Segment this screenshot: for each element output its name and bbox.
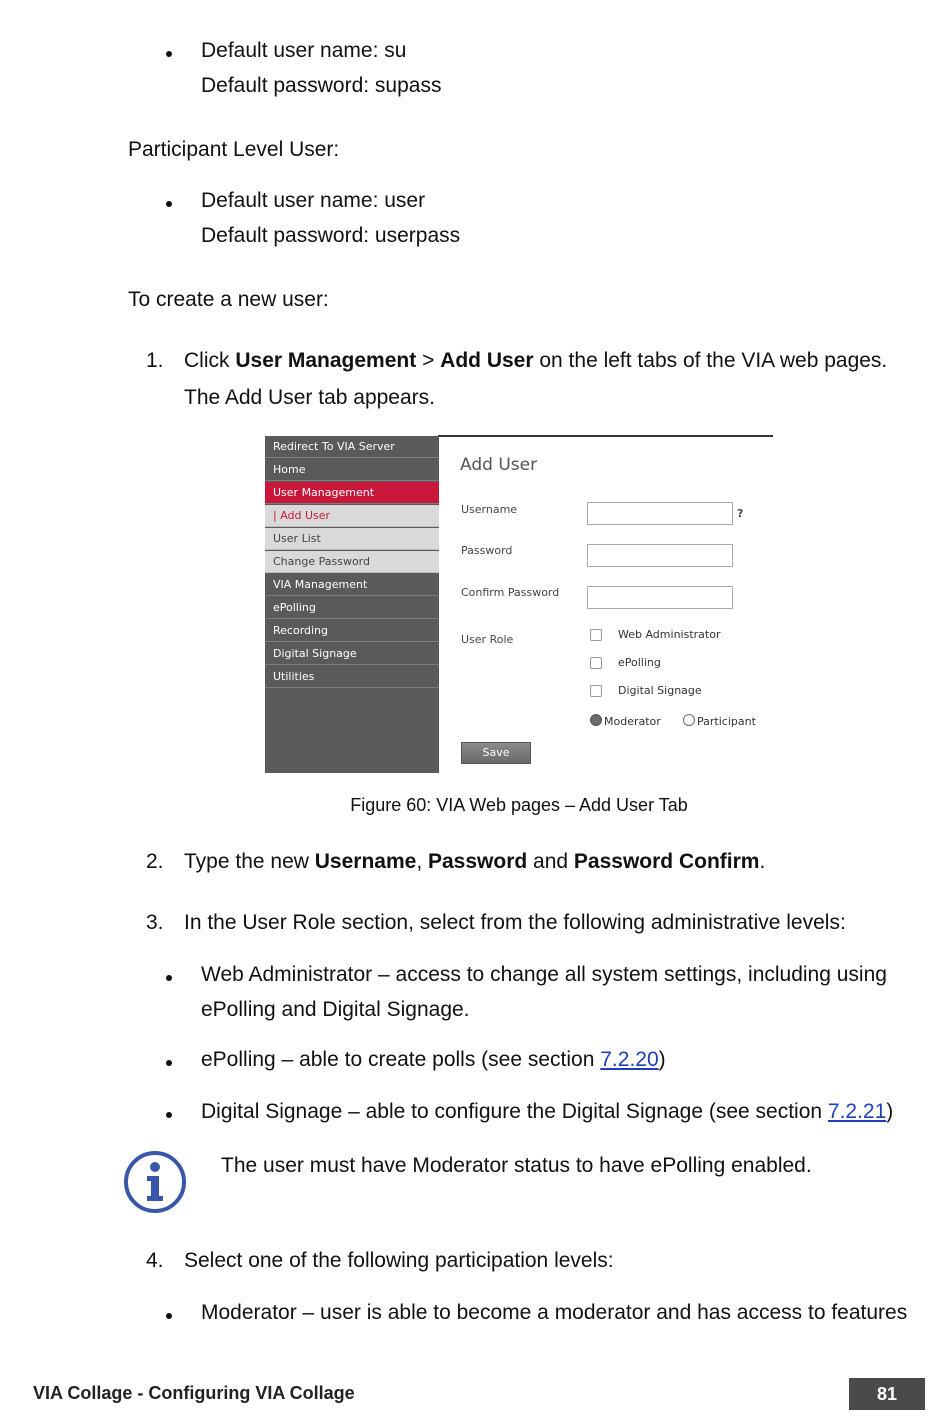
form-title: Add User [460, 455, 538, 475]
info-icon [123, 1150, 187, 1214]
footer-title: VIA Collage - Configuring VIA Collage [33, 1383, 355, 1403]
default-user-username: Default user name: user [201, 189, 426, 212]
username-input[interactable] [587, 502, 733, 525]
section-link-7-2-21[interactable]: 7.2.21 [827, 1100, 887, 1123]
bullet-dot [164, 1305, 174, 1315]
step-4-number: 4. [146, 1249, 164, 1272]
default-su-password: Default password: supass [201, 74, 442, 97]
password-input[interactable] [587, 544, 733, 567]
web-administrator-label: Web Administrator [618, 628, 721, 641]
web-admin-description-cont: ePolling and Digital Signage. [201, 998, 470, 1021]
web-administrator-checkbox[interactable] [590, 629, 602, 641]
sidebar-item-user-management[interactable]: User Management [265, 482, 439, 504]
figure-top-border [438, 435, 773, 437]
sidebar-item-home[interactable]: Home [265, 459, 439, 481]
help-icon[interactable]: ? [737, 507, 744, 520]
step-1-number: 1. [146, 349, 164, 372]
bullet-dot [164, 1052, 174, 1062]
bullet-dot [164, 43, 174, 53]
step-2-text: Type the new Username, Password and Password Confirm. [184, 850, 766, 873]
confirm-password-label: Confirm Password [461, 586, 560, 599]
step-3-text: In the User Role section, select from the following administrative levels: [184, 911, 846, 934]
sidebar-item-utilities[interactable]: Utilities [265, 666, 439, 688]
save-button[interactable]: Save [461, 742, 531, 764]
password-label: Password [461, 544, 513, 557]
step-1-text: Click User Management > Add User on the left tabs of the VIA web pages. [184, 349, 888, 372]
bullet-dot [164, 1104, 174, 1114]
username-label: Username [461, 503, 518, 516]
section-link-7-2-20[interactable]: 7.2.20 [600, 1048, 659, 1071]
sidebar-item-epolling[interactable]: ePolling [265, 597, 439, 619]
sidebar-item-redirect[interactable]: Redirect To VIA Server [265, 436, 439, 458]
sidebar-item-user-list[interactable]: User List [265, 528, 439, 550]
epolling-description: ePolling – able to create polls (see section 7.2.20) [201, 1048, 666, 1071]
confirm-password-input[interactable] [587, 586, 733, 609]
sidebar-item-via-management[interactable]: VIA Management [265, 574, 439, 596]
digital-signage-description: Digital Signage – able to configure the Digital Signage (see section 7.2.21) [201, 1100, 894, 1123]
sidebar-item-add-user[interactable]: | Add User [265, 505, 439, 527]
step-4-text: Select one of the following participation levels: [184, 1249, 614, 1272]
participant-radio-label: Participant [697, 715, 756, 728]
note-text: The user must have Moderator status to have ePolling enabled. [221, 1154, 812, 1177]
moderator-description: Moderator – user is able to become a moderator and has access to features [201, 1301, 908, 1324]
moderator-radio[interactable] [590, 714, 602, 726]
sidebar-item-recording[interactable]: Recording [265, 620, 439, 642]
sidebar-item-digital-signage[interactable]: Digital Signage [265, 643, 439, 665]
moderator-radio-label: Moderator [604, 715, 661, 728]
digital-signage-checkbox[interactable] [590, 685, 602, 697]
create-heading: To create a new user: [128, 288, 329, 311]
page-number: 81 [849, 1378, 925, 1410]
digital-signage-label: Digital Signage [618, 684, 702, 697]
epolling-checkbox[interactable] [590, 657, 602, 669]
default-user-password: Default password: userpass [201, 224, 461, 247]
sidebar-item-change-password[interactable]: Change Password [265, 551, 439, 573]
figure-caption: Figure 60: VIA Web pages – Add User Tab [350, 795, 688, 815]
step-1-result: The Add User tab appears. [184, 386, 435, 409]
participant-heading: Participant Level User: [128, 138, 340, 161]
epolling-label: ePolling [618, 656, 661, 669]
sidebar-nav [265, 436, 439, 773]
web-admin-description: Web Administrator – access to change all system settings, including using [201, 963, 887, 986]
bullet-dot [164, 193, 174, 203]
step-3-number: 3. [146, 911, 164, 934]
user-role-label: User Role [461, 633, 514, 646]
participant-radio[interactable] [683, 714, 695, 726]
bullet-dot [164, 967, 174, 977]
step-2-number: 2. [146, 850, 164, 873]
default-su-username: Default user name: su [201, 39, 407, 62]
